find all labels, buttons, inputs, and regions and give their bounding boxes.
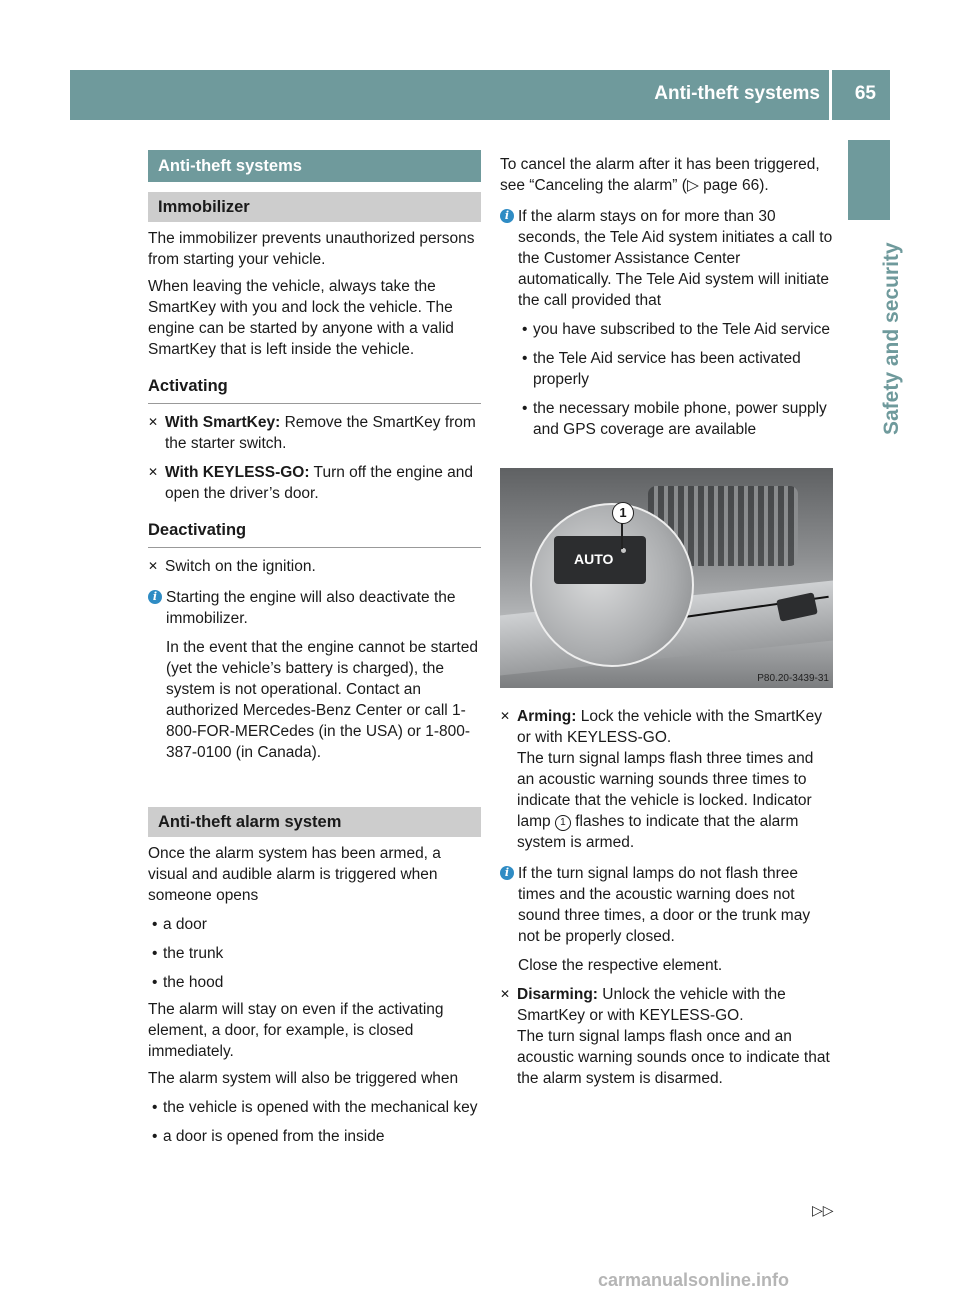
info-text: In the event that the engine cannot be started (yet the vehicle’s battery is charged), the system is not operational. Contact an authorized Mercedes-Benz Center or call 1-800-FOR-MERCedes (in the USA) or 1-800-387-0100 (in Canada). [166, 639, 478, 761]
callout-leader [621, 523, 623, 549]
bullet-icon: • [152, 1099, 158, 1116]
step-text: The turn signal lamps flash three times and an acoustic warning sounds three times to indicate that the vehicle is locked. Indicator lamp [517, 750, 814, 830]
section-title: Anti-theft systems [148, 150, 481, 182]
header-bar [70, 70, 890, 120]
deactivating-title: Deactivating [148, 520, 481, 548]
step-arrow-icon: ✕ [148, 415, 159, 429]
immobilizer-intro: The immobilizer prevents unauthorized persons from starting your vehicle. [148, 230, 475, 268]
list-item: • the Tele Aid service has been activated properly [522, 350, 801, 388]
alarm-title: Anti-theft alarm system [148, 807, 481, 837]
page-number: 65 [854, 83, 876, 104]
left-column [148, 150, 481, 1147]
bullet-icon: • [522, 321, 528, 338]
step-bold: Arming: [517, 708, 577, 725]
list-item: • a door is opened from the inside [152, 1128, 385, 1145]
info-icon: i [148, 590, 162, 604]
step-text: Switch on the ignition. [165, 558, 316, 575]
figure-reference: P80.20-3439-31 [757, 673, 829, 684]
step-text: Lock the vehicle with the SmartKey or with KEYLESS-GO. [517, 708, 822, 746]
info-text: If the turn signal lamps do not flash three times and the acoustic warning does not sound three times, a door or the trunk may not be properly closed. [518, 865, 811, 945]
step-bold: Disarming: [517, 986, 598, 1003]
step-text: Remove the SmartKey from the starter switch. [165, 414, 476, 452]
bullet-icon: • [152, 945, 158, 962]
disarming-step [500, 984, 833, 1089]
list-item: • the vehicle is opened with the mechanical key [152, 1099, 478, 1116]
bullet-icon: • [152, 1128, 158, 1145]
info-icon: i [500, 209, 514, 223]
step-text: The turn signal lamps flash once and an acoustic warning sounds once to indicate that the alarm system is disarmed. [517, 1028, 830, 1087]
footer-url[interactable]: carmanualsonline.info [598, 1270, 790, 1290]
immobilizer-note: When leaving the vehicle, always take the SmartKey with you and lock the vehicle. The engine can be started by anyone with a valid SmartKey that is left inside the vehicle. [148, 278, 454, 358]
alarm-stay-on: The alarm will stay on even if the activating element, a door, for example, is closed immediately. [148, 1001, 444, 1060]
step-text: flashes to indicate that the alarm system is armed. [517, 813, 799, 851]
dashboard-photo [500, 468, 833, 688]
info-text: If the alarm stays on for more than 30 seconds, the Tele Aid system initiates a call to the Customer Assistance Center automatically. The Tele Aid system will initiate the call provided that [518, 208, 833, 309]
side-tab [851, 235, 903, 535]
bullet-icon: • [522, 400, 528, 417]
deactivating-info [148, 587, 481, 763]
list-item: • you have subscribed to the Tele Aid service [522, 321, 830, 338]
list-item: • a door [152, 916, 207, 933]
step-bold: With SmartKey: [165, 414, 281, 431]
activating-title: Activating [148, 376, 481, 404]
activating-step-keyless [148, 462, 481, 504]
step-arrow-icon: ✕ [500, 987, 511, 1001]
list-item: • the necessary mobile phone, power supply and GPS coverage are available [522, 400, 827, 438]
step-text: Turn off the engine and open the driver’s door. [165, 464, 473, 502]
step-arrow-icon: ✕ [148, 465, 159, 479]
step-arrow-icon: ✕ [148, 559, 159, 573]
callout-number: 1 [555, 815, 571, 831]
header-title: Anti-theft systems [654, 83, 820, 104]
bullet-icon: • [522, 350, 528, 367]
continuation-mark: ▷▷ [812, 1202, 834, 1218]
activating-step-smartkey [148, 412, 481, 454]
info-icon: i [500, 866, 514, 880]
right-column [500, 150, 833, 1089]
info-text: Starting the engine will also deactivate the immobilizer. [166, 589, 456, 627]
step-bold: With KEYLESS-GO: [165, 464, 310, 481]
step-arrow-icon: ✕ [500, 709, 511, 723]
cancel-text: To cancel the alarm after it has been triggered, see “Canceling the alarm” (▷ page 66). [500, 156, 820, 194]
header-divider [829, 70, 832, 120]
deactivating-step [148, 556, 481, 577]
info-text: Close the respective element. [518, 957, 723, 974]
list-item: • the hood [152, 974, 224, 991]
bullet-icon: • [152, 974, 158, 991]
bullet-icon: • [152, 916, 158, 933]
tele-aid-info [500, 206, 833, 440]
list-item: • the trunk [152, 945, 224, 962]
step-text: Unlock the vehicle with the SmartKey or with KEYLESS-GO. [517, 986, 786, 1024]
arming-step [500, 706, 833, 853]
zoom-circle [530, 503, 694, 667]
alarm-intro: Once the alarm system has been armed, a visual and audible alarm is triggered when someone opens [148, 845, 441, 904]
callout-number: 1 [612, 502, 634, 524]
side-tab-label: Safety and security [880, 242, 903, 435]
alarm-also-triggered: The alarm system will also be triggered when [148, 1070, 459, 1087]
auto-button-label: AUTO [574, 551, 614, 567]
immobilizer-title: Immobilizer [148, 192, 481, 222]
side-tab-block [848, 140, 890, 220]
flash-info [500, 863, 833, 976]
